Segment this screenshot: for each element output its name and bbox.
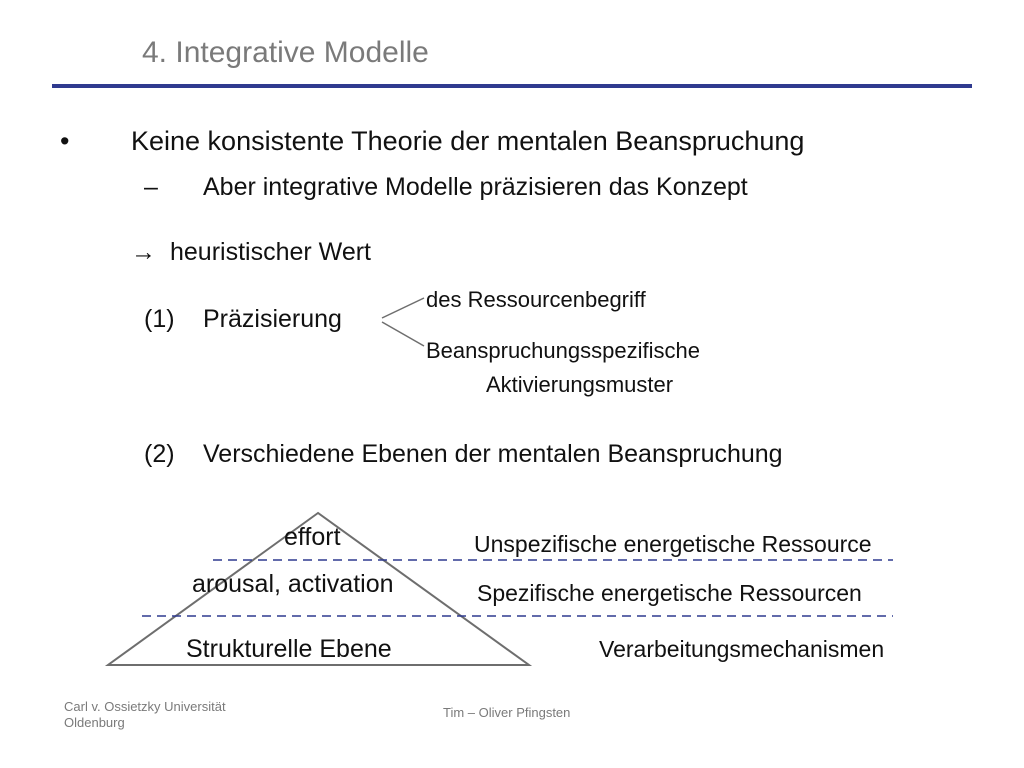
brace-line-upper: [382, 298, 424, 318]
arrow-icon: →: [131, 238, 156, 266]
sub-bullet-text: Aber integrative Modelle präzisieren das Konzept: [203, 173, 748, 201]
arrow-text: heuristischer Wert: [170, 238, 371, 266]
pyramid-middle-label: arousal, activation: [192, 570, 394, 598]
footer-author: Tim – Oliver Pfingsten: [443, 705, 571, 720]
point1-branch-a: des Ressourcenbegriff: [426, 287, 646, 312]
pyramid-top-label: effort: [284, 523, 341, 551]
point1-branch-b-line2: Aktivierungsmuster: [486, 372, 674, 397]
sub-bullet-marker: –: [144, 173, 158, 201]
slide-title: 4. Integrative Modelle: [142, 36, 429, 69]
footer-institution-line2: Oldenburg: [64, 715, 125, 730]
brace-line-lower: [382, 322, 424, 346]
point1-label: Präzisierung: [203, 305, 342, 333]
pyramid-bottom-label: Strukturelle Ebene: [186, 635, 392, 663]
bullet-main-text: Keine konsistente Theorie der mentalen Beanspruchung: [131, 126, 805, 156]
bullet-marker: •: [60, 126, 70, 156]
point2-number: (2): [144, 440, 175, 468]
level2-label: Spezifische energetische Ressourcen: [477, 580, 862, 606]
footer-institution-line1: Carl v. Ossietzky Universität: [64, 699, 226, 714]
point2-label: Verschiedene Ebenen der mentalen Beanspruchung: [203, 440, 783, 468]
level1-label: Unspezifische energetische Ressource: [474, 531, 872, 557]
point1-branch-b-line1: Beanspruchungsspezifische: [426, 338, 700, 363]
point1-number: (1): [144, 305, 175, 333]
level3-label: Verarbeitungsmechanismen: [599, 636, 885, 662]
